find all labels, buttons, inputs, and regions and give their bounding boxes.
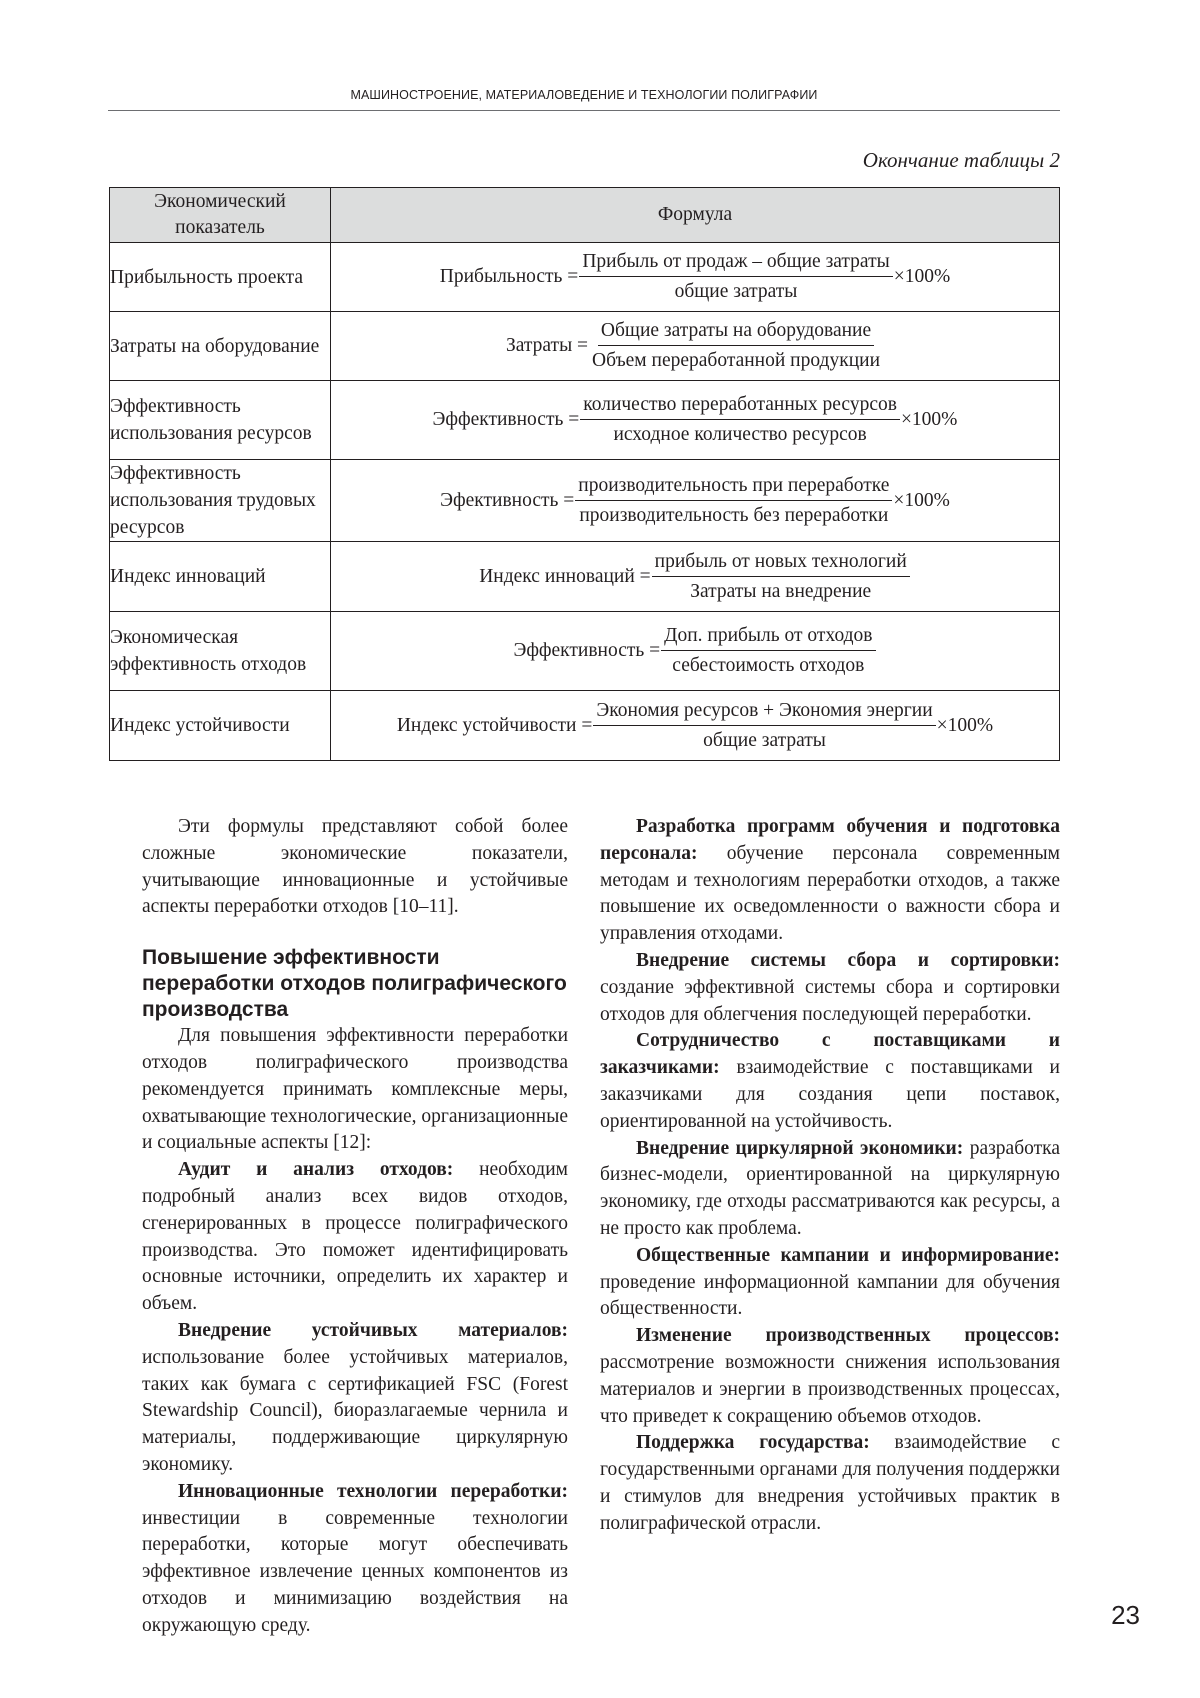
header-rule: [108, 110, 1060, 111]
denominator: производительность без переработки: [579, 504, 889, 526]
formula-cell: [331, 312, 1060, 381]
numerator: производительность при переработке: [575, 474, 892, 501]
measure-term: Изменение производственных процессов:: [636, 1325, 1060, 1347]
measure-term: Внедрение устойчивых материалов:: [178, 1319, 568, 1341]
formula: [440, 474, 950, 528]
measure-paragraph: [600, 1136, 1060, 1243]
section-intro-paragraph: Для повышения эффективности переработки отходов полиграфического производства рекомендуется принимать комплексные меры, охватывающие технологические, организационные и социальные аспекты [12]:: [142, 1025, 568, 1154]
measure-text: проведение информационной кампании для обучения общественности.: [600, 1271, 1060, 1320]
numerator: прибыль от новых технологий: [652, 550, 910, 577]
measure-term: Общественные кампании и информирование:: [636, 1244, 1060, 1266]
measure-text: необходим подробный анализ всех видов отходов, сгенерированных в процессе полиграфического производства. Это поможет идентифицировать основные источники, определить их характер и объем.: [142, 1159, 568, 1315]
indicator-cell: Эффективность использования трудовых ресурсов: [110, 460, 331, 542]
indicator-cell: Эффективность использования ресурсов: [110, 381, 331, 460]
measure-term: Разработка программ обучения и подготовка персонала:: [600, 816, 1060, 864]
column-header-formula: Формула: [331, 188, 1060, 243]
formula-cell: [331, 542, 1060, 612]
left-column: [142, 814, 568, 1640]
formula-lhs: Индекс инноваций =: [479, 565, 651, 587]
fraction: [661, 624, 875, 678]
indicator-cell: Затраты на оборудование: [110, 312, 331, 381]
formula-lhs: Эффективность =: [432, 409, 580, 430]
measure-paragraph: [600, 814, 1060, 948]
measure-term: Инновационные технологии переработки:: [178, 1480, 568, 1502]
measure-paragraph: [142, 1479, 568, 1640]
measure-paragraph: [600, 1243, 1060, 1323]
measure-term: Внедрение циркулярной экономики:: [636, 1137, 964, 1159]
formula-cell: [331, 243, 1060, 312]
measure-paragraph: [600, 1323, 1060, 1430]
numerator: Общие затраты на оборудование: [598, 319, 874, 346]
indicator-cell: Экономическая эффективность отходов: [110, 612, 331, 691]
numerator: Прибыль от продаж – общие затраты: [579, 250, 892, 277]
fraction: [580, 393, 900, 447]
measure-term: Внедрение системы сбора и сортировки:: [636, 949, 1060, 971]
intro-paragraph: Эти формулы представляют собой более сложные экономические показатели, учитывающие инновационные и устойчивые аспекты переработки отходов [10–11].: [142, 816, 568, 918]
measure-term: Поддержка государства:: [636, 1432, 870, 1454]
measure-paragraph: [142, 1157, 568, 1318]
measure-text: взаимодействие с государственными органами для получения поддержки и стимулов для внедрения устойчивых практик в полиграфической отрасли.: [600, 1432, 1061, 1534]
table-row: [110, 312, 1060, 381]
denominator: общие затраты: [674, 281, 798, 302]
formula-cell: [331, 691, 1060, 761]
denominator: исходное количество ресурсов: [613, 424, 867, 445]
formula: [506, 319, 884, 373]
indicator-cell: Индекс устойчивости: [110, 691, 331, 761]
formula-lhs: Индекс устойчивости =: [396, 714, 593, 736]
denominator: Объем переработанной продукции: [592, 350, 881, 371]
measure-text: разработка бизнес-модели, ориентированной на циркулярную экономику, где отходы рассматриваются как ресурсы, а не просто как проблема.: [600, 1137, 1060, 1239]
formula: [397, 699, 993, 753]
table-continuation-label: Окончание таблицы 2: [862, 148, 1060, 172]
multiplier: ×100%: [900, 409, 958, 430]
table-row: [110, 612, 1060, 691]
table-header-row: [110, 188, 1060, 243]
measure-text: создание эффективной системы сбора и сортировки отходов для облегчения последующей переработки.: [600, 976, 1060, 1025]
measure-text: инвестиции в современные технологии переработки, которые могут обеспечивать эффективное извлечение ценных компонентов из отходов и минимизацию воздействия на окружающую среду.: [142, 1507, 568, 1636]
formula-cell: [331, 460, 1060, 542]
measure-paragraph: [600, 1430, 1060, 1537]
formula: [440, 250, 950, 304]
multiplier: ×100%: [936, 714, 994, 736]
table-row: [110, 542, 1060, 612]
measure-term: Сотрудничество с поставщиками и заказчиками:: [600, 1030, 1060, 1079]
table-row: [110, 691, 1060, 761]
fraction: [593, 699, 935, 753]
numerator: Доп. прибыль от отходов: [661, 624, 875, 651]
measure-text: взаимодействие с поставщиками и заказчиками для создания цепи поставок, ориентированной на устойчивость.: [600, 1057, 1060, 1132]
measure-paragraph: [600, 1028, 1060, 1135]
fraction: [575, 474, 892, 528]
numerator: Экономия ресурсов + Экономия энергии: [593, 699, 935, 726]
measure-text: обучение персонала современным методам и технологиям переработки отходов, а также повышение их осведомленности о важности сбора и управления отходами.: [600, 842, 1060, 945]
formula-cell: [331, 612, 1060, 691]
fraction: [589, 319, 883, 373]
formula-lhs: Эфективность =: [440, 489, 575, 511]
formula: [479, 550, 911, 604]
formula-lhs: Эффективность =: [513, 640, 661, 661]
numerator: количество переработанных ресурсов: [580, 393, 900, 420]
measure-text: использование более устойчивых материалов, таких как бумага с сертификацией FSC (Forest Stewardship Council), биоразлагаемые чернила и материалы, поддерживающие циркулярную экономику.: [142, 1346, 568, 1475]
right-column: [600, 814, 1060, 1538]
indicator-cell: Индекс инноваций: [110, 542, 331, 612]
measure-term: Аудит и анализ отходов:: [178, 1159, 454, 1181]
table-row: [110, 243, 1060, 312]
denominator: себестоимость отходов: [672, 655, 865, 676]
multiplier: ×100%: [893, 266, 951, 287]
measure-paragraph: [142, 1318, 568, 1479]
table-row: [110, 460, 1060, 542]
column-header-indicator: Экономический показатель: [110, 188, 331, 243]
table-row: [110, 381, 1060, 460]
section-title: Повышение эффективности переработки отходов полиграфического производства: [142, 946, 567, 1022]
denominator: общие затраты: [703, 729, 826, 751]
running-header: МАШИНОСТРОЕНИЕ, МАТЕРИАЛОВЕДЕНИЕ И ТЕХНОЛОГИИ ПОЛИГРАФИИ: [350, 88, 818, 102]
indicator-cell: Прибыльность проекта: [110, 243, 331, 312]
formula: [433, 393, 958, 447]
denominator: Затраты на внедрение: [690, 580, 872, 602]
fraction: [652, 550, 910, 604]
formula-cell: [331, 381, 1060, 460]
formulas-table: [109, 187, 1060, 761]
measure-text: рассмотрение возможности снижения использования материалов и энергии в производственных процессах, что приведет к сокращению объемов отходов.: [600, 1351, 1060, 1427]
fraction: [579, 250, 892, 304]
page-number: 23: [1111, 1600, 1140, 1630]
measure-paragraph: [600, 948, 1060, 1028]
formula: [513, 624, 876, 678]
formula-lhs: Прибыльность =: [439, 266, 579, 287]
multiplier: ×100%: [893, 489, 950, 511]
formula-lhs: Затраты =: [505, 335, 589, 356]
